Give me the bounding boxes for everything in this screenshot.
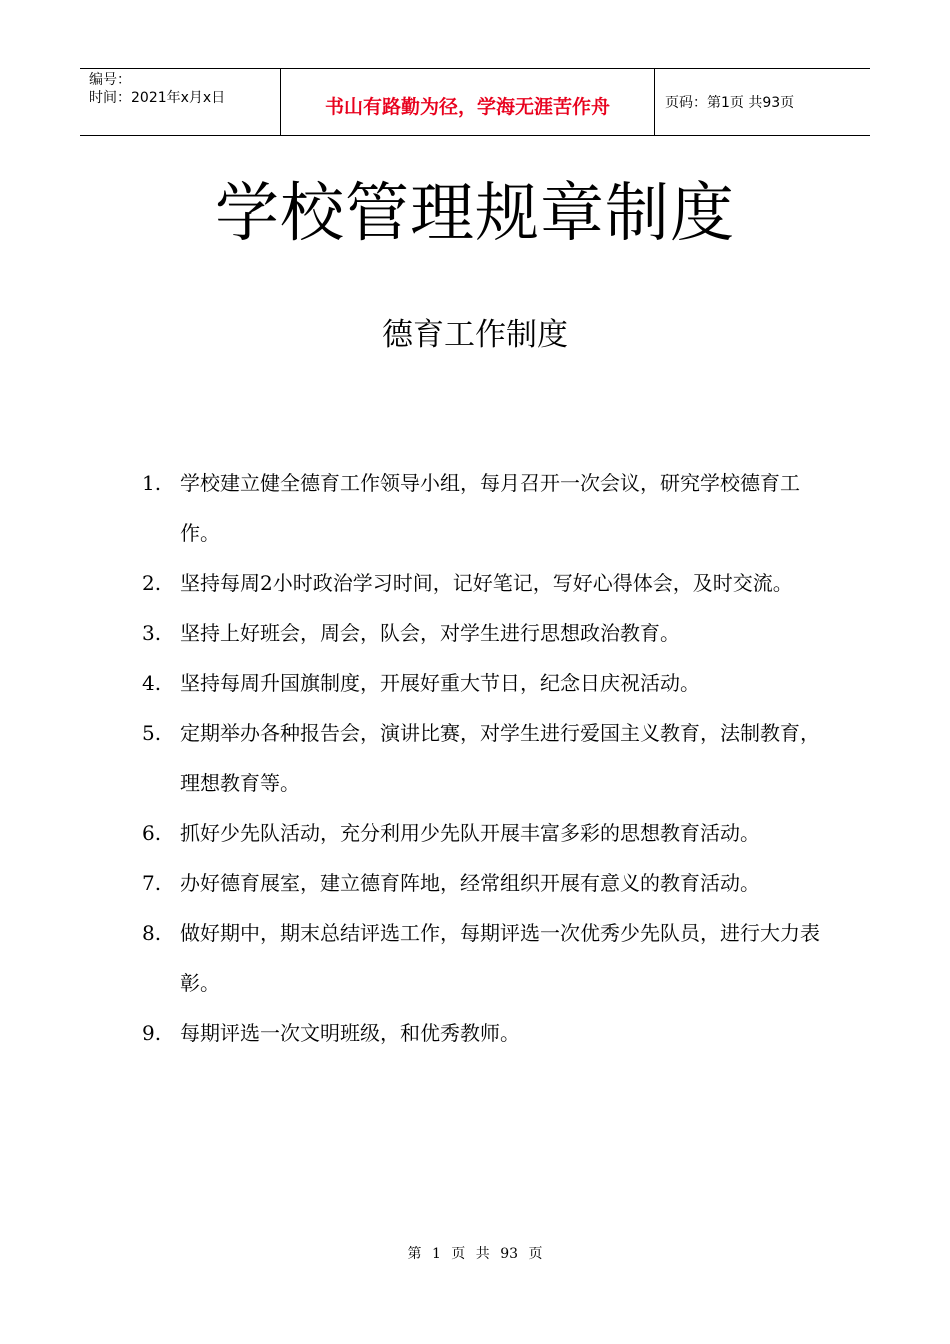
list-item: [140, 458, 830, 558]
section-title: 德育工作制度: [382, 317, 568, 353]
list-item-number: 4.: [142, 671, 162, 695]
motto: 书山有路勤为径，学海无涯苦作舟: [324, 95, 610, 118]
list-item-text: 办好德育展室，建立德育阵地，经常组织开展有意义的教育活动。: [180, 871, 760, 895]
list-item-text: 抓好少先队活动，充分利用少先队开展丰富多彩的思想教育活动。: [180, 821, 760, 845]
header-page-info-cell: [655, 69, 870, 135]
list-item-number: 9.: [142, 1021, 162, 1045]
list-item-text: 坚持每周2小时政治学习时间，记好笔记，写好心得体会，及时交流。: [180, 571, 793, 595]
list-item: [140, 558, 830, 608]
list-item: [140, 858, 830, 908]
number-label: 编号：: [89, 72, 131, 88]
list-item-text: 坚持上好班会，周会，队会，对学生进行思想政治教育。: [180, 621, 680, 645]
list-item-text: 定期举办各种报告会，演讲比赛，对学生进行爱国主义教育，法制教育，理想教育等。: [180, 721, 820, 795]
list-item-text: 坚持每周升国旗制度，开展好重大节日，纪念日庆祝活动。: [180, 671, 700, 695]
list-item-number: 2.: [142, 571, 162, 595]
page-info: 页码：第1页 共93页: [665, 95, 795, 111]
time-label: 时间：2021年x月x日: [89, 90, 226, 106]
page-title: 学校管理规章制度: [215, 177, 735, 251]
list-item: [140, 908, 830, 1008]
list-item-number: 8.: [142, 921, 162, 945]
list-item-number: 3.: [142, 621, 162, 645]
list-item: [140, 1008, 830, 1058]
list-item-number: 6.: [142, 821, 162, 845]
list-item-text: 学校建立健全德育工作领导小组，每月召开一次会议，研究学校德育工作。: [180, 471, 800, 545]
list-item: [140, 708, 830, 808]
header-motto-cell: [281, 69, 655, 135]
list-item: [140, 808, 830, 858]
list-item-text: 每期评选一次文明班级，和优秀教师。: [180, 1021, 520, 1045]
list-item-text: 做好期中，期末总结评选工作，每期评选一次优秀少先队员，进行大力表彰。: [180, 921, 820, 995]
page-footer: 第 1 页 共 93 页: [407, 1246, 543, 1262]
list-item: [140, 608, 830, 658]
list-item-number: 1.: [142, 471, 162, 495]
list-item: [140, 658, 830, 708]
document-header: [80, 68, 870, 136]
list-item-number: 7.: [142, 871, 162, 895]
list-item-number: 5.: [142, 721, 162, 745]
rules-list: [140, 458, 830, 1058]
header-meta: [80, 69, 281, 135]
